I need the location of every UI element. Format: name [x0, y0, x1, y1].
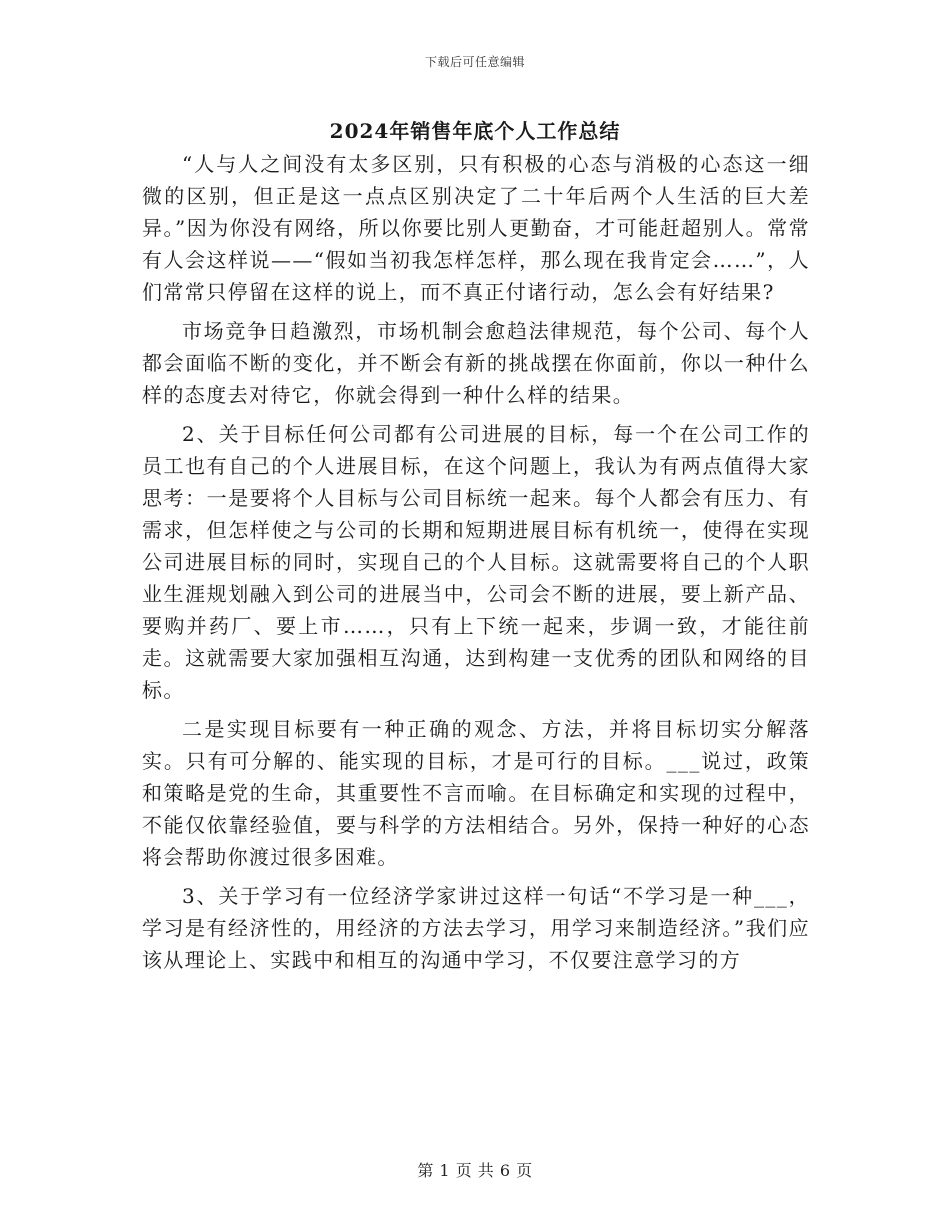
paragraph: 3、关于学习有一位经济学家讲过这样一句话“不学习是一种___，学习是有经济性的，用经济的方法去学习，用学习来制造经济。”我们应该从理论上、实践中和相互的沟通中学习，不仅要注意学习的方: [142, 884, 810, 972]
page-number-footer: 第 1 页 共 6 页: [417, 1161, 533, 1180]
document-body: [142, 148, 810, 983]
paragraph: 二是实现目标要有一种正确的观念、方法，并将目标切实分解落实。只有可分解的、能实现的目标，才是可行的目标。___说过，政策和策略是党的生命，其重要性不言而喻。在目标确定和实现的过程中，不能仅依靠经验值，要与科学的方法相结合。另外，保持一种好的心态将会帮助你渡过很多困难。: [142, 717, 810, 869]
paragraph: 2、关于目标任何公司都有公司进展的目标，每一个在公司工作的员工也有自己的个人进展目标，在这个问题上，我认为有两点值得大家思考：一是要将个人目标与公司目标统一起来。每个人都会有压力、有需求，但怎样使之与公司的长期和短期进展目标有机统一，使得在实现公司进展目标的同时，实现自己的个人目标。这就需要将自己的个人职业生涯规划融入到公司的进展当中，公司会不断的进展，要上新产品、要购并药厂、要上市……，只有上下统一起来，步调一致，才能往前走。这就需要大家加强相互沟通，达到构建一支优秀的团队和网络的目标。: [142, 422, 810, 702]
paragraph: “人与人之间没有太多区别，只有积极的心态与消极的心态这一细微的区别，但正是这一点点区别决定了二十年后两个人生活的巨大差异。”因为你没有网络，所以你要比别人更勤奋，才可能赶超别人。常常有人会这样说——“假如当初我怎样怎样，那么现在我肯定会……”，人们常常只停留在这样的说上，而不真正付诸行动，怎么会有好结果?: [142, 152, 810, 304]
paragraph: 市场竞争日趋激烈，市场机制会愈趋法律规范，每个公司、每个人都会面临不断的变化，并不断会有新的挑战摆在你面前，你以一种什么样的态度去对待它，你就会得到一种什么样的结果。: [142, 319, 810, 407]
page-header: 下载后可任意编辑: [424, 55, 525, 69]
document-title: 2024年销售年底个人工作总结: [329, 119, 621, 143]
